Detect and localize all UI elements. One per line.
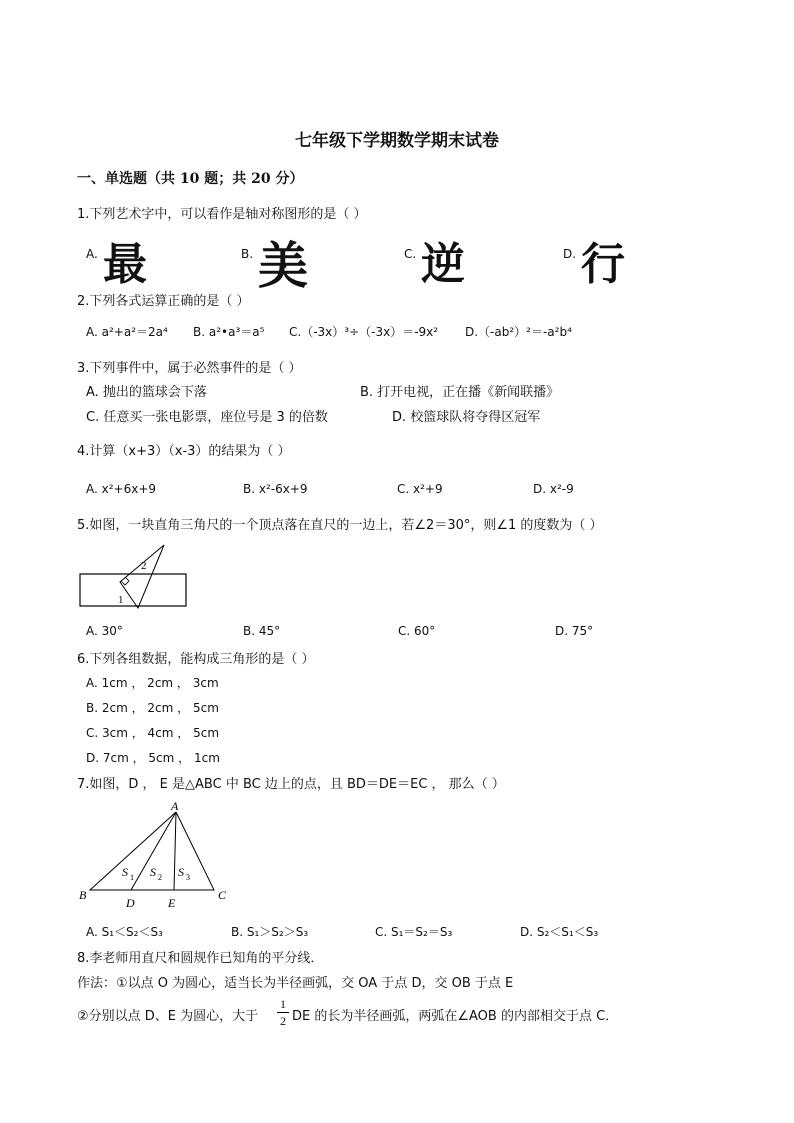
q2-option-b: B. a²•a³＝a⁵ xyxy=(193,325,265,339)
q1-option-a-char: 最 xyxy=(103,239,147,290)
question-3-stem: 3.下列事件中，属于必然事件的是（ ） xyxy=(77,361,302,376)
q3-option-b: B. 打开电视，正在播《新闻联播》 xyxy=(360,385,560,400)
area-s2-label: S xyxy=(150,865,156,879)
question-5-stem: 5.如图，一块直角三角尺的一个顶点落在直尺的一边上，若∠2＝30°，则∠1 的度数为（ ） xyxy=(77,518,603,533)
q3-option-c: C. 任意买一张电影票，座位号是 3 的倍数 xyxy=(86,410,328,425)
q7-option-d: D. S₂＜S₁＜S₃ xyxy=(520,925,599,939)
q5-option-c: C. 60° xyxy=(398,624,436,638)
q7-option-c: C. S₁＝S₂＝S₃ xyxy=(375,925,453,939)
q7-option-b: B. S₁＞S₂＞S₃ xyxy=(231,925,309,939)
q1-option-c-char: 逆 xyxy=(421,239,465,290)
point-d-label: D xyxy=(126,896,135,910)
fraction-numerator: 1 xyxy=(280,997,286,1011)
angle-1-label: 1 xyxy=(118,594,124,606)
q1-option-b-char: 美 xyxy=(258,237,308,295)
q6-option-b: B. 2cm ， 2cm ， 5cm xyxy=(86,701,219,715)
section-heading: 一、单选题（共 10 题；共 20 分） xyxy=(77,171,304,187)
question-4-stem: 4.计算（x+3）（x-3）的结果为（ ） xyxy=(77,444,291,459)
area-s3-sub: 3 xyxy=(186,873,190,882)
fraction-denominator: 2 xyxy=(280,1014,286,1028)
q6-option-c: C. 3cm ， 4cm ， 5cm xyxy=(86,726,220,740)
point-b-label: B xyxy=(79,888,87,902)
question-7-stem: 7.如图，D ， E 是△ABC 中 BC 边上的点，且 BD＝DE＝EC ， 那么（ ） xyxy=(77,777,505,792)
area-s1-sub: 1 xyxy=(130,873,134,882)
q2-option-d: D.（-ab²）²＝-a²b⁴ xyxy=(465,325,572,339)
q8-step-2-part-a: ②分别以点 D、E 为圆心，大于 xyxy=(77,1009,259,1024)
q5-option-b: B. 45° xyxy=(243,624,281,638)
area-s2-sub: 2 xyxy=(158,873,162,882)
q4-option-b: B. x²-6x+9 xyxy=(243,482,308,496)
q1-option-d-char: 行 xyxy=(581,239,625,290)
q4-option-d: D. x²-9 xyxy=(533,482,574,496)
question-1-stem: 1.下列艺术字中，可以看作是轴对称图形的是（ ） xyxy=(77,207,367,222)
q1-option-b-label: B. xyxy=(241,247,254,261)
q5-option-a: A. 30° xyxy=(86,624,123,638)
question-2-stem: 2.下列各式运算正确的是（ ） xyxy=(77,294,250,309)
q6-option-d: D. 7cm ， 5cm ， 1cm xyxy=(86,751,220,765)
point-e-label: E xyxy=(168,896,176,910)
triangle-abc-figure xyxy=(76,798,236,910)
q6-option-a: A. 1cm ， 2cm ， 3cm xyxy=(86,676,219,690)
point-a-label: A xyxy=(171,799,179,813)
q4-option-a: A. x²+6x+9 xyxy=(86,482,157,496)
angle-2-label: 2 xyxy=(141,560,147,572)
page-title: 七年级下学期数学期末试卷 xyxy=(295,131,499,151)
q1-option-d-label: D. xyxy=(563,247,577,261)
q1-option-a-label: A. xyxy=(86,247,98,261)
q4-option-c: C. x²+9 xyxy=(397,482,443,496)
q2-option-c: C.（-3x）³÷（-3x）＝-9x² xyxy=(289,325,439,339)
q7-option-a: A. S₁＜S₂＜S₃ xyxy=(86,925,163,939)
ruler-triangle-figure xyxy=(78,542,190,610)
q1-option-c-label: C. xyxy=(404,247,417,261)
fraction-bar xyxy=(277,1012,289,1013)
q8-step-2-part-b: DE 的长为半径画弧，两弧在∠AOB 的内部相交于点 C． xyxy=(292,1009,619,1024)
q8-step-1: 作法：①以点 O 为圆心，适当长为半径画弧，交 OA 于点 D，交 OB 于点 E xyxy=(77,976,514,991)
q2-option-a: A. a²+a²＝2a⁴ xyxy=(86,325,168,339)
q3-option-a: A. 抛出的篮球会下落 xyxy=(86,385,207,400)
q3-option-d: D. 校篮球队将夺得区冠军 xyxy=(392,410,541,425)
area-s1-label: S xyxy=(122,865,128,879)
point-c-label: C xyxy=(218,888,227,902)
q5-option-d: D. 75° xyxy=(555,624,594,638)
area-s3-label: S xyxy=(178,865,184,879)
question-6-stem: 6.下列各组数据，能构成三角形的是（ ） xyxy=(77,652,315,667)
question-8-stem: 8.李老师用直尺和圆规作已知角的平分线． xyxy=(77,951,324,966)
